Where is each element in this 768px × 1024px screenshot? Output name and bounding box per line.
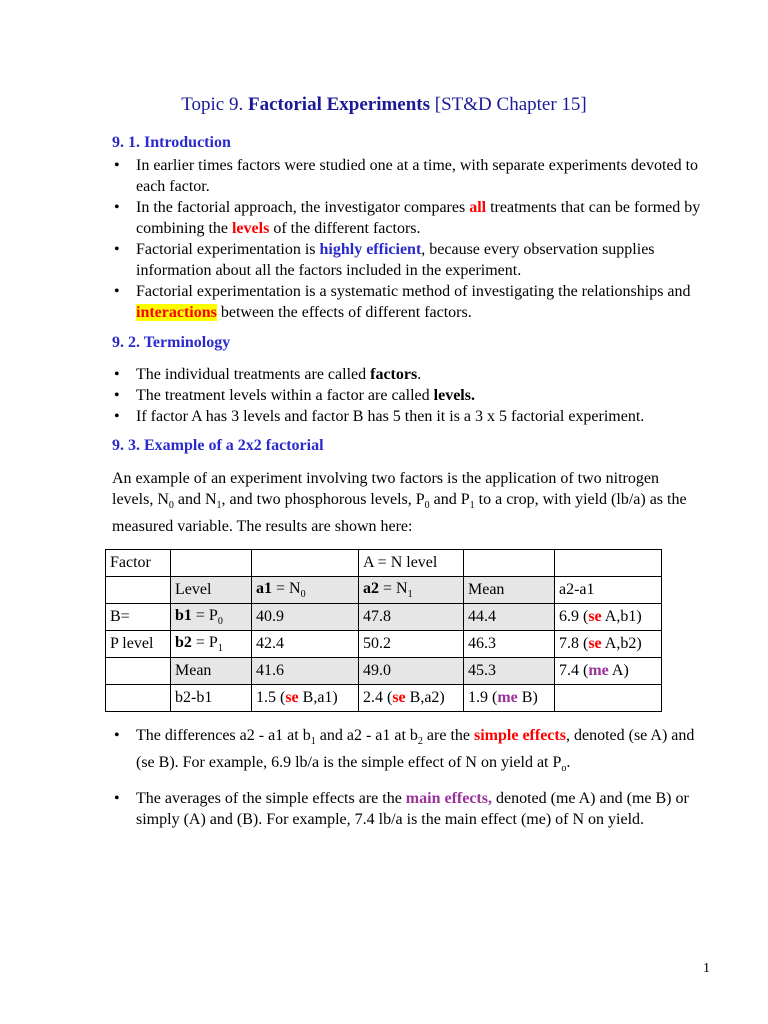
table-row [106, 631, 662, 658]
list-item: • In earlier times factors were studied one at a time, with separate experiments devoted to each factor. [112, 155, 712, 197]
list-item: • The averages of the simple effects are the main effects, denoted (me A) and (me B) or simply (A) and (B). For example, 7.4 lb/a is the main effect (me) of N on yield. [112, 788, 712, 830]
section-heading-example: 9. 3. Example of a 2x2 factorial [112, 437, 324, 454]
list-item: • If factor A has 3 levels and factor B has 5 then it is a 3 x 5 factorial experiment. [112, 406, 712, 427]
title-main: Factorial Experiments [247, 94, 431, 115]
example-paragraph: An example of an experiment involving two factors is the application of two nitrogen levels, $N_0$ and $N_1$, and two phosphorous levels, $P_0$ and $P_1$ to a crop, with yield (lb/a) as the measured variable. The results are shown here: [112, 470, 687, 536]
list-item: • The treatment levels within a factor are called levels. [112, 385, 712, 406]
table-cell: B= [106, 604, 171, 631]
table-cell: b2-b1 [171, 685, 252, 712]
page-title: Topic 9. Factorial Experiments [ST&D Chapter 15] [181, 94, 587, 115]
page-number: 1 [703, 961, 710, 976]
table-row [106, 658, 662, 685]
table-cell: 40.9 [252, 604, 359, 631]
list-item: • The individual treatments are called factors. [112, 364, 712, 385]
table-cell: a2-a1 [555, 577, 662, 604]
table-cell: 44.4 [464, 604, 555, 631]
table-cell: 1.9 (me B) [464, 685, 555, 712]
table-cell: 1.5 (se B,a1) [252, 685, 359, 712]
table-cell: P level [106, 631, 171, 658]
table-cell: $a2 = N_1$ [359, 577, 464, 604]
list-item: • Factorial experimentation is a systematic method of investigating the relationships and interactions between the effects of different factors. [112, 281, 712, 323]
effects-list [112, 725, 712, 830]
list-item: • The differences a2 - a1 at $b_1$ and a2 - a1 at $b_2$ are the simple effects, denoted (se A) and (se B). For example, 6.9 lb/a is the simple effect of N on yield at $P_o$. [112, 725, 712, 779]
table-cell: 50.2 [359, 631, 464, 658]
factorial-table [105, 549, 662, 712]
table-cell: 7.8 (se A,b2) [555, 631, 662, 658]
table-cell: 42.4 [252, 631, 359, 658]
table-cell: 6.9 (se A,b1) [555, 604, 662, 631]
table-row [106, 604, 662, 631]
section-heading-terminology: 9. 2. Terminology [112, 334, 231, 351]
table-cell: A = N level [359, 550, 464, 577]
table-cell: 49.0 [359, 658, 464, 685]
list-item: • In the factorial approach, the investigator compares all treatments that can be formed by combining the levels of the different factors. [112, 197, 712, 239]
table-row [106, 577, 662, 604]
table-cell: $b1 = P_0$ [171, 604, 252, 631]
table-cell: Factor [106, 550, 171, 577]
table-cell: 47.8 [359, 604, 464, 631]
introduction-list [112, 155, 712, 323]
table-cell: 7.4 (me A) [555, 658, 662, 685]
terminology-list [112, 364, 712, 427]
table-row [106, 550, 662, 577]
table-cell: $b2 = P_1$ [171, 631, 252, 658]
section-heading-introduction: 9. 1. Introduction [112, 134, 231, 151]
table-cell: $a1 = N_0$ [252, 577, 359, 604]
table-cell: Level [171, 577, 252, 604]
list-item: • Factorial experimentation is highly efficient, because every observation supplies information about all the factors included in the experiment. [112, 239, 712, 281]
table-row [106, 685, 662, 712]
table-cell: 41.6 [252, 658, 359, 685]
table-cell: 2.4 (se B,a2) [359, 685, 464, 712]
table-cell: 45.3 [464, 658, 555, 685]
table-cell: Mean [464, 577, 555, 604]
table-cell: 46.3 [464, 631, 555, 658]
table-cell: Mean [171, 658, 252, 685]
